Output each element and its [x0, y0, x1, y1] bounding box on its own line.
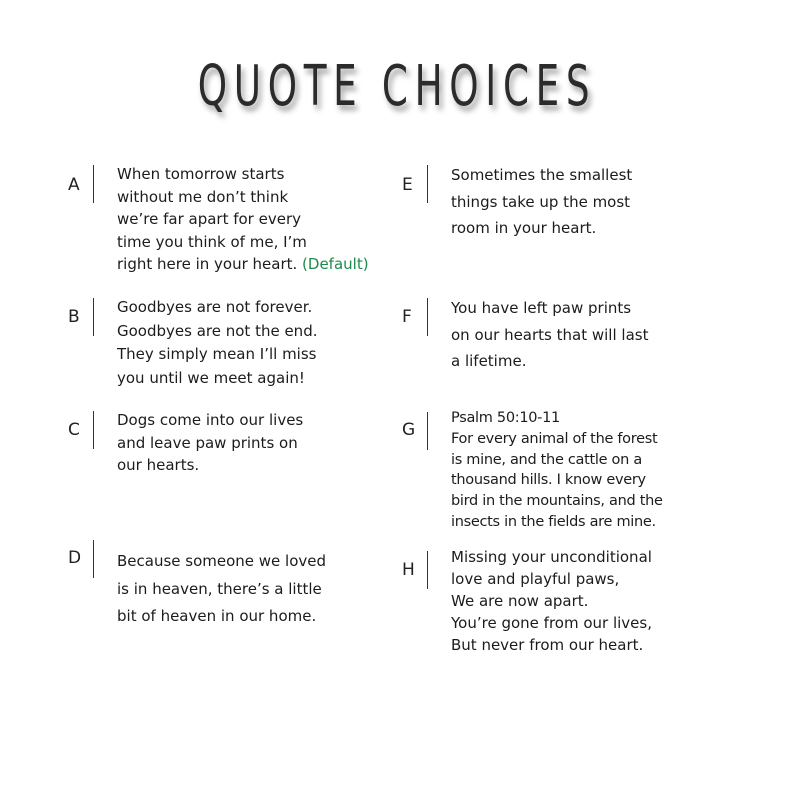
quote-letter: H [402, 560, 415, 580]
quote-divider [93, 298, 94, 336]
quote-letter: A [68, 175, 80, 195]
quote-letter: G [402, 420, 416, 440]
quote-text: Psalm 50:10-11 For every animal of the forest is mine, and the cattle on a thousand hills. I know every bird in the mountains, and the insects in the fields are mine. [451, 410, 663, 530]
quote-divider [93, 411, 94, 449]
quote-text: Dogs come into our lives and leave paw prints on our hearts. [117, 411, 304, 474]
quote-divider [427, 165, 428, 203]
quote-text: When tomorrow starts without me don’t think we’re far apart for every time you think of me, I’m right here in your heart. (Default) [117, 165, 369, 273]
quote-letter: C [68, 420, 80, 440]
default-badge: (Default) [302, 255, 369, 273]
quote-divider [427, 551, 428, 589]
quote-letter: D [68, 548, 82, 568]
quote-text: Sometimes the smallest things take up the most room in your heart. [451, 166, 633, 237]
page-title: QUOTE CHOICES [197, 54, 597, 119]
quote-divider [427, 298, 428, 336]
quote-text: You have left paw prints on our hearts that will last a lifetime. [451, 299, 649, 370]
quote-divider [427, 412, 428, 450]
quote-letter: E [402, 175, 413, 195]
quote-text: Because someone we loved is in heaven, there’s a little bit of heaven in our home. [117, 552, 327, 625]
quote-letter: B [68, 307, 80, 327]
quote-letter: F [402, 307, 412, 327]
quote-divider [93, 165, 94, 203]
quote-divider [93, 540, 94, 578]
quote-text: Goodbyes are not forever. Goodbyes are not the end. They simply mean I’ll miss you until we meet again! [117, 298, 318, 387]
quote-text: Missing your unconditional love and playful paws, We are now apart. You’re gone from our lives, But never from our heart. [451, 548, 652, 654]
